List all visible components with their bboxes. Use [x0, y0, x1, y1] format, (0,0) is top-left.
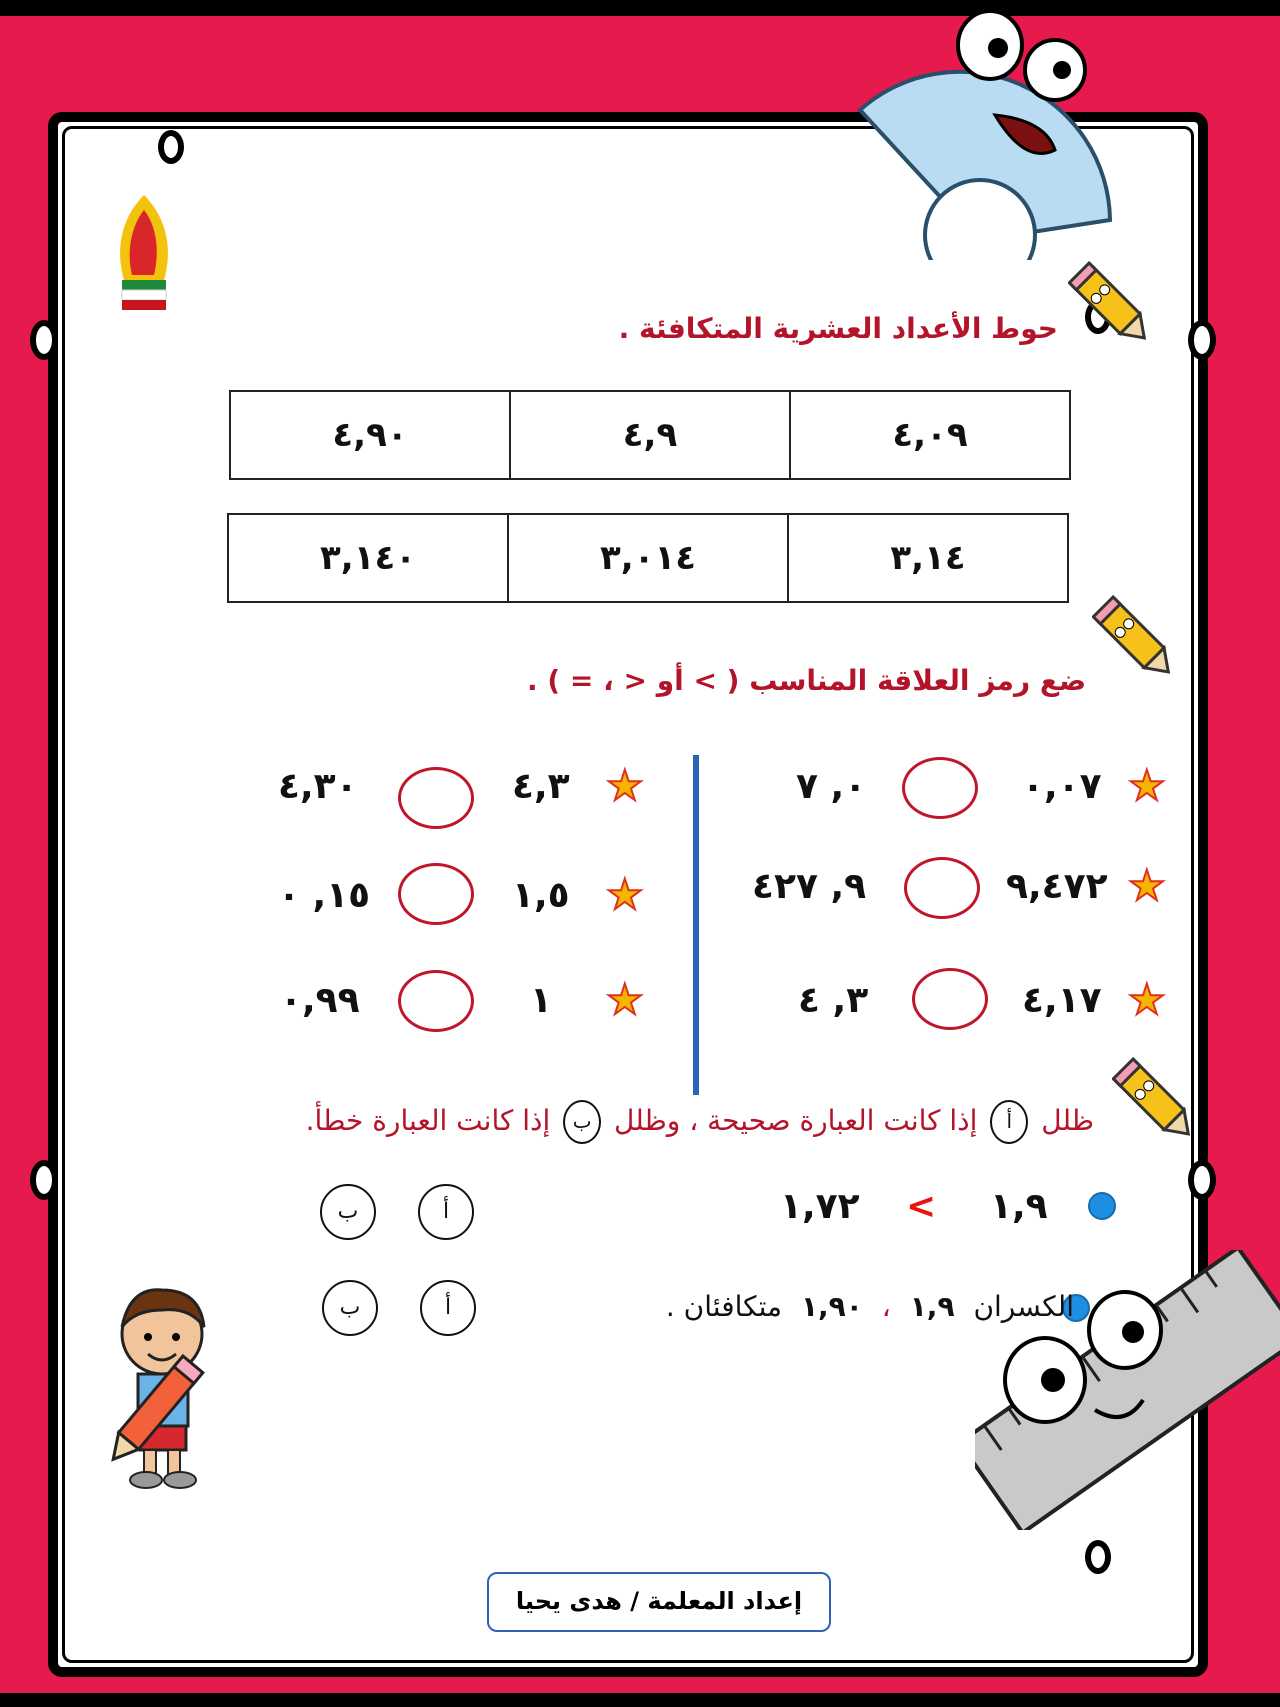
compare-right-number: ٣, ٤	[798, 980, 869, 1021]
table-cell[interactable]: ٤,٠٩	[790, 391, 1070, 479]
q1-symbol: >	[906, 1186, 937, 1227]
compare-left-number: ٩,٤٧٢	[1006, 866, 1108, 907]
answer-circle[interactable]	[912, 968, 988, 1030]
q2-fraction-a: ١,٩	[909, 1290, 955, 1323]
frame-knob	[158, 130, 184, 164]
star-icon: ★	[606, 870, 644, 919]
q2-prefix: الكسران	[973, 1290, 1074, 1323]
answer-circle[interactable]	[398, 767, 474, 829]
star-icon: ★	[606, 975, 644, 1024]
answer-circle[interactable]	[398, 863, 474, 925]
bullet-icon	[1088, 1192, 1116, 1220]
star-icon: ★	[1128, 861, 1166, 910]
compare-right-number: ٩, ٤٢٧	[752, 866, 867, 907]
compare-left-number: ٤,١٧	[1022, 980, 1102, 1021]
compare-right-number: ١٥, ٠	[278, 875, 371, 916]
q2-fraction-b: ١,٩٠	[800, 1290, 863, 1323]
boy-with-pencil-icon	[100, 1282, 220, 1492]
table-cell[interactable]: ٤,٩	[510, 391, 790, 479]
star-icon: ★	[1128, 975, 1166, 1024]
teacher-credit: إعداد المعلمة / هدى يحيا	[487, 1572, 831, 1632]
frame-knob	[30, 320, 58, 360]
ruler-character-icon	[975, 1250, 1280, 1530]
q2-option-b[interactable]: ب	[322, 1280, 378, 1336]
q1-option-b[interactable]: ب	[320, 1184, 376, 1240]
frame-knob	[1188, 320, 1216, 360]
section2-title: ضع رمز العلاقة المناسب ( > أو < ، = ) .	[526, 664, 1086, 697]
column-divider	[693, 755, 699, 1095]
frame-knob	[1188, 1160, 1216, 1200]
compare-right-number: ٤,٣٠	[278, 766, 358, 807]
option-a-sample: أ	[990, 1100, 1028, 1144]
table-cell[interactable]: ٤,٩٠	[230, 391, 510, 479]
frame-knob	[1085, 1540, 1111, 1574]
compare-right-number: ٠,٩٩	[280, 980, 360, 1021]
pencil-icon	[1112, 1052, 1208, 1148]
section3-instruction	[306, 1100, 1094, 1144]
star-icon: ★	[1128, 761, 1166, 810]
frame-knob	[30, 1160, 58, 1200]
protractor-character-icon	[840, 0, 1140, 260]
equivalent-table-2	[227, 513, 1069, 603]
answer-circle[interactable]	[902, 757, 978, 819]
bottom-border	[0, 1693, 1280, 1707]
q2-suffix: متكافئان .	[665, 1290, 783, 1323]
compare-left-number: ١,٥	[512, 875, 570, 916]
star-icon: ★	[606, 761, 644, 810]
q1-right-number: ١,٧٢	[780, 1186, 860, 1227]
answer-circle[interactable]	[398, 970, 474, 1032]
section1-title: حوط الأعداد العشرية المتكافئة .	[618, 312, 1058, 345]
table-cell[interactable]: ٣,١٤	[788, 514, 1068, 602]
q2-separator: ،	[881, 1290, 891, 1323]
table-cell[interactable]: ٣,١٤٠	[228, 514, 508, 602]
compare-left-number: ٤,٣	[512, 766, 570, 807]
instruction-text: إذا كانت العبارة صحيحة ، وظلل	[614, 1104, 978, 1137]
option-b-sample: ب	[563, 1100, 601, 1144]
equivalent-table-1	[229, 390, 1071, 480]
pencil-icon	[1068, 256, 1164, 352]
school-logo-icon	[104, 185, 184, 315]
compare-left-number: ٠,٠٧	[1022, 766, 1102, 807]
q1-option-a[interactable]: أ	[418, 1184, 474, 1240]
table-cell[interactable]: ٣,٠١٤	[508, 514, 788, 602]
q2-option-a[interactable]: أ	[420, 1280, 476, 1336]
instruction-text: إذا كانت العبارة خطأ.	[305, 1104, 551, 1137]
compare-right-number: ٠, ٧	[796, 766, 867, 807]
instruction-text: ظلل	[1041, 1104, 1094, 1137]
q1-left-number: ١,٩	[990, 1186, 1048, 1227]
answer-circle[interactable]	[904, 857, 980, 919]
pencil-icon	[1092, 590, 1188, 686]
compare-left-number: ١	[530, 980, 552, 1021]
